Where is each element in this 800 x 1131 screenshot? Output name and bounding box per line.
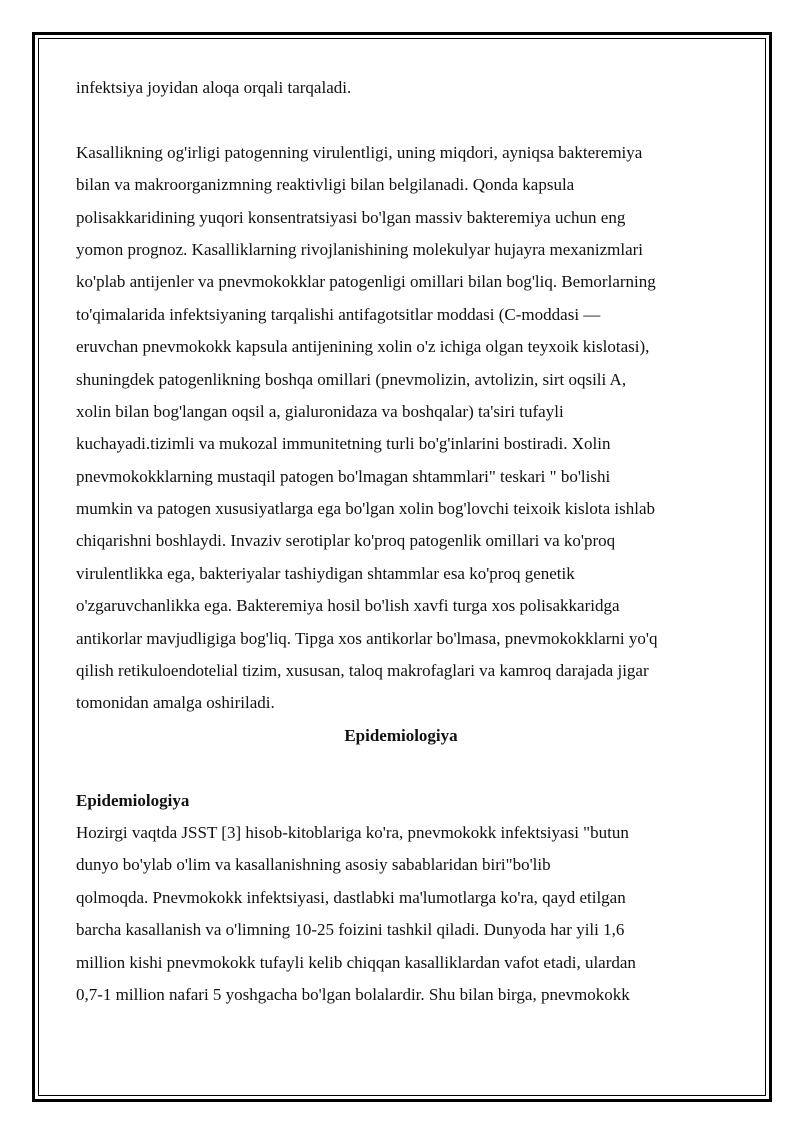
text-line: qolmoqda. Pnevmokokk infektsiyasi, dastlabki ma'lumotlarga ko'ra, qayd etilgan <box>76 887 626 907</box>
blank-line <box>76 104 726 136</box>
text-line: bilan va makroorganizmning reaktivligi bilan belgilanadi. Qonda kapsula <box>76 175 575 195</box>
text-line: yomon prognoz. Kasalliklarning rivojlanishining molekulyar hujayra mexanizmlari <box>76 239 644 259</box>
paragraph-epidemiology <box>76 817 726 1011</box>
text-line: mumkin va patogen xususiyatlarga ega bo'lgan xolin bog'lovchi teixoik kislota ishlab <box>76 499 655 519</box>
text-line: shuningdek patogenlikning boshqa omillari (pnevmolizin, avtolizin, sirt oqsili A, <box>76 369 627 389</box>
text-line: antikorlar mavjudligiga bog'liq. Tipga xos antikorlar bo'lmasa, pnevmokokklarni yo'q <box>76 628 658 648</box>
text-line: pnevmokokklarning mustaqil patogen bo'lmagan shtammlari" teskari " bo'lishi <box>76 466 611 486</box>
blank-line <box>76 752 726 784</box>
text-line: Kasallikning og'irligi patogenning virulentligi, uning miqdori, ayniqsa bakteremiya <box>76 142 643 162</box>
text-line: eruvchan pnevmokokk kapsula antijenining xolin o'z ichiga olgan teyxoik kislotasi), <box>76 337 650 357</box>
text-line: Hozirgi vaqtda JSST [3] hisob-kitoblariga ko'ra, pnevmokokk infektsiyasi "butun <box>76 822 629 842</box>
text-line: chiqarishni boshlaydi. Invaziv serotiplar ko'proq patogenlik omillari va ko'proq <box>76 531 616 551</box>
text-line: barcha kasallanish va o'limning 10-25 foizini tashkil qiladi. Dunyoda har yili 1,6 <box>76 920 625 940</box>
text-line: xolin bilan bog'langan oqsil a, gialuronidaza va boshqalar) ta'siri tufayli <box>76 401 564 421</box>
text-line: virulentlikka ega, bakteriyalar tashiydigan shtammlar esa ko'proq genetik <box>76 563 575 583</box>
text-line: kuchayadi.tizimli va mukozal immunitetning turli bo'g'inlarini bostiradi. Xolin <box>76 434 611 454</box>
text-line: tomonidan amalga oshiriladi. <box>76 693 275 713</box>
paragraph-severity <box>76 137 726 720</box>
text-line: infektsiya joyidan aloqa orqali tarqaladi. <box>76 78 352 97</box>
text-line: polisakkaridining yuqori konsentratsiyasi bo'lgan massiv bakteremiya uchun eng <box>76 207 626 227</box>
document-body <box>76 72 726 1011</box>
section-heading: Epidemiologiya <box>76 790 190 810</box>
text-line: o'zgaruvchanlikka ega. Bakteremiya hosil bo'lish xavfi turga xos polisakkaridga <box>76 596 620 616</box>
text-line: million kishi pnevmokokk tufayli kelib chiqqan kasalliklardan vafot etadi, ulardan <box>76 952 636 972</box>
text-line: to'qimalarida infektsiyaning tarqalishi antifagotsitlar moddasi (C-moddasi — <box>76 304 601 324</box>
text-line: ko'plab antijenler va pnevmokokklar patogenligi omillari bilan bog'liq. Bemorlarning <box>76 272 656 292</box>
section-title-centered: Epidemiologiya <box>344 725 458 745</box>
text-line: dunyo bo'ylab o'lim va kasallanishning asosiy sabablaridan biri"bo'lib <box>76 855 551 875</box>
paragraph-intro <box>76 72 726 104</box>
text-line: qilish retikuloendotelial tizim, xususan, taloq makrofaglari va kamroq darajada jigar <box>76 661 649 681</box>
text-line: 0,7-1 million nafari 5 yoshgacha bo'lgan bolalardir. Shu bilan birga, pnevmokokk <box>76 984 630 1004</box>
